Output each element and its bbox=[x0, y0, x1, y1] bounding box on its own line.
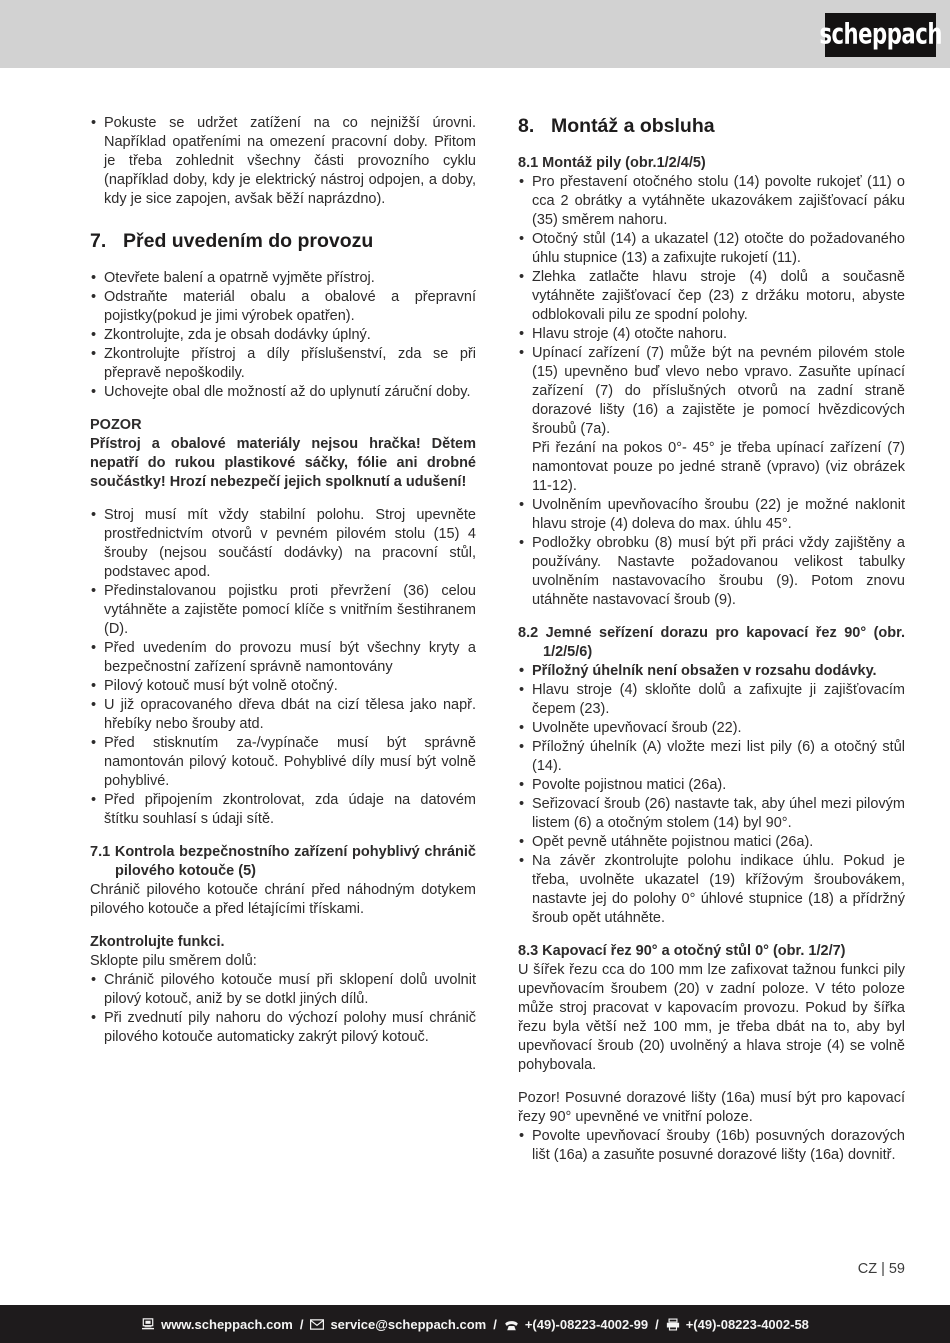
paragraph: POZOR bbox=[90, 417, 142, 433]
bullet-text: Hlavu stroje (4) skloňte dolů a zafixujte ji zajišťovacím čepem (23). bbox=[532, 682, 905, 717]
bullet-text: Zkontrolujte přístroj a díly příslušenství, zda se při přepravě nepoškodily. bbox=[104, 346, 476, 381]
bullet-icon: • bbox=[519, 663, 525, 679]
bullet-icon: • bbox=[519, 269, 525, 285]
bullet-item bbox=[90, 288, 476, 326]
bullet-icon: • bbox=[91, 583, 97, 599]
bullet-icon: • bbox=[91, 678, 97, 694]
bullet-text: Otočný stůl (14) a ukazatel (12) otočte do požadovaného úhlu stupnice (13) a zafixujte rukojetí (11). bbox=[532, 231, 905, 266]
bullet-text: Při zvednutí pily nahoru do výchozí polohy musí chránič pilového kotouče automaticky zakrýt pilový kotouč. bbox=[104, 1010, 476, 1045]
bullet-icon: • bbox=[519, 682, 525, 698]
bullet-item bbox=[518, 738, 905, 776]
bullet-icon: • bbox=[519, 739, 525, 755]
bullet-icon: • bbox=[91, 1010, 97, 1026]
bullet-text: Před uvedením do provozu musí být všechny kryty a bezpečnostní zařízení správně namontovány bbox=[104, 640, 476, 675]
paragraph: Sklopte pilu směrem dolů: bbox=[90, 953, 257, 969]
bullet-item bbox=[90, 791, 476, 829]
bullet-icon: • bbox=[519, 231, 525, 247]
bullet-text: Před stisknutím za-/vypínače musí být správně namontován pilový kotouč. Pohyblivé díly musí být volně pohyblivé. bbox=[104, 735, 476, 789]
paragraph: Přístroj a obalové materiály nejsou hračka! Dětem nepatří do rukou plastikové sáčky, fólie ani drobné součástky! Hrozí nebezpečí jejich spolknutí a udušení! bbox=[90, 436, 476, 490]
bullet-icon: • bbox=[91, 327, 97, 343]
bullet-list bbox=[518, 173, 905, 610]
bullet-item bbox=[518, 795, 905, 833]
bullet-list bbox=[90, 971, 476, 1047]
bullet-text: Příložný úhelník není obsažen v rozsahu dodávky. bbox=[532, 663, 877, 679]
bullet-item bbox=[90, 269, 476, 288]
bullet-text: Pro přestavení otočného stolu (14) povolte rukojeť (11) o cca 2 obrátky a vytáhněte ukazovákem zajišťovací páku (35) směrem nahoru. bbox=[532, 174, 905, 228]
bullet-icon: • bbox=[519, 497, 525, 513]
fax-icon bbox=[666, 1318, 680, 1331]
bullet-icon: • bbox=[91, 289, 97, 305]
bullet-item bbox=[90, 114, 476, 209]
bullet-item bbox=[90, 383, 476, 402]
bullet-text: Podložky obrobku (8) musí být při práci vždy zajištěny a používány. Nastavte požadovanou velikost tabulky uvolněním nastavovacího šroubu (9). Potom znovu utáhněte nastavovací šroub (9). bbox=[532, 535, 905, 608]
bullet-item bbox=[518, 230, 905, 268]
bullet-icon: • bbox=[91, 115, 97, 131]
bullet-item bbox=[518, 325, 905, 344]
scheppach-logo bbox=[819, 13, 942, 57]
section-title: Montáž a obsluha bbox=[551, 115, 715, 137]
bullet-item bbox=[518, 662, 905, 681]
footer-fax-text: +(49)-08223-4002-58 bbox=[685, 1316, 809, 1332]
bullet-icon: • bbox=[91, 792, 97, 808]
bullet-item bbox=[518, 833, 905, 852]
bullet-list bbox=[90, 269, 476, 402]
bullet-item bbox=[518, 534, 905, 610]
bullet-icon: • bbox=[91, 640, 97, 656]
bullet-item bbox=[90, 506, 476, 582]
footer-website bbox=[141, 1317, 293, 1332]
footer-website-text: www.scheppach.com bbox=[161, 1316, 293, 1332]
bullet-item bbox=[90, 582, 476, 639]
computer-icon bbox=[141, 1318, 155, 1330]
bullet-text: Zlehka zatlačte hlavu stroje (4) dolů a současně vytáhněte zajišťovací čep (23) z držáku motoru, abyste odblokovali pilu ze spodní polohy. bbox=[532, 269, 905, 323]
bullet-text: Opět pevně utáhněte pojistnou matici (26a). bbox=[532, 834, 814, 850]
bullet-icon: • bbox=[519, 720, 525, 736]
bullet-text: Pilový kotouč musí být volně otočný. bbox=[104, 678, 338, 694]
section-number: 7. bbox=[90, 230, 107, 252]
paragraph: U šířek řezu cca do 100 mm lze zafixovat tažnou funkci pily upevňovacím šroubem (20) v zadní poloze. V této poloze může stroj pracovat v kapovacím provozu. Pokud by šířka řezu byla větší než 100 mm, je třeba dbát na to, aby byl upevňovací šroub (20) uvolněný a hlava stroje (4) se volně pohybovala. bbox=[518, 962, 905, 1073]
section-heading bbox=[518, 114, 905, 138]
phone-icon bbox=[504, 1318, 519, 1331]
bullet-icon: • bbox=[519, 796, 525, 812]
paragraph: Pozor! Posuvné dorazové lišty (16a) musí být pro kapovací řezy 90° upevněné ve vnitřní poloze. bbox=[518, 1090, 905, 1125]
bullet-icon: • bbox=[91, 507, 97, 523]
bullet-list bbox=[518, 1127, 905, 1165]
bullet-icon: • bbox=[519, 535, 525, 551]
bullet-item bbox=[90, 345, 476, 383]
footer-email bbox=[310, 1317, 486, 1332]
bullet-icon: • bbox=[519, 853, 525, 869]
bullet-text: Uvolněte upevňovací šroub (22). bbox=[532, 720, 742, 736]
bullet-text: Otevřete balení a opatrně vyjměte přístroj. bbox=[104, 270, 375, 286]
bullet-item bbox=[90, 734, 476, 791]
bullet-item bbox=[518, 719, 905, 738]
footer-separator: / bbox=[299, 1316, 304, 1332]
bullet-item bbox=[518, 344, 905, 496]
bullet-icon: • bbox=[519, 174, 525, 190]
bullet-continuation: Při řezání na pokos 0°- 45° je třeba upínací zařízení (7) namontovat pouze po jedné straně (vpravo) (viz obrázek 11-12). bbox=[532, 440, 905, 494]
bullet-icon: • bbox=[91, 697, 97, 713]
subsection-heading: 8.2 Jemné seřízení dorazu pro kapovací řez 90° (obr. 1/2/5/6) bbox=[518, 625, 905, 660]
bullet-item bbox=[518, 268, 905, 325]
bullet-list bbox=[90, 114, 476, 209]
bullet-item bbox=[90, 696, 476, 734]
section-title: Před uvedením do provozu bbox=[123, 230, 374, 252]
bullet-text: Před připojením zkontrolovat, zda údaje na datovém štítku souhlasí s údaji sítě. bbox=[104, 792, 476, 827]
section-number: 8. bbox=[518, 115, 535, 137]
subsection-heading: 8.3 Kapovací řez 90° a otočný stůl 0° (obr. 1/2/7) bbox=[518, 943, 846, 959]
paragraph: Chránič pilového kotouče chrání před náhodným dotykem pilového kotouče a před létajícími třískami. bbox=[90, 882, 476, 917]
bullet-text: Stroj musí mít vždy stabilní polohu. Stroj upevněte prostřednictvím otvorů v pevném pilovém stolu (15) 4 šrouby (nejsou součástí dodávky) na pracovní stůl, podstavec apod. bbox=[104, 507, 476, 580]
bullet-icon: • bbox=[519, 326, 525, 342]
bullet-text: Upínací zařízení (7) může být na pevném pilovém stole (15) upevněno buď vlevo nebo vpravo. Zasuňte upínací zařízení (7) do příslušných otvorů na zadní straně dorazové lišty (16) a zajistěte je pomocí hvězdicových šroubů (7a). bbox=[532, 345, 905, 437]
bullet-item bbox=[518, 776, 905, 795]
bullet-item bbox=[90, 971, 476, 1009]
bullet-text: Příložný úhelník (A) vložte mezi list pily (6) a otočný stůl (14). bbox=[532, 739, 905, 774]
bullet-text: Na závěr zkontrolujte polohu indikace úhlu. Pokud je třeba, uvolněte ukazatel (19) křížovým šroubovákem, nastavte jej do polohy 0° úhlové stupnice (18) a přídržný šroub opět utáhněte. bbox=[532, 853, 905, 926]
bullet-text: Zkontrolujte, zda je obsah dodávky úplný. bbox=[104, 327, 371, 343]
bullet-item bbox=[90, 1009, 476, 1047]
bullet-item bbox=[518, 852, 905, 928]
page-number: CZ | 59 bbox=[857, 1261, 905, 1277]
footer-email-text: service@scheppach.com bbox=[330, 1316, 487, 1332]
bullet-icon: • bbox=[91, 972, 97, 988]
bullet-icon: • bbox=[519, 834, 525, 850]
bullet-item bbox=[518, 1127, 905, 1165]
bullet-text: Pokuste se udržet zatížení na co nejnižší úrovni. Například opatřeními na omezení pracovní doby. Přitom je třeba zohlednit všechny části provozního cyklu (například doby, kdy je elektrický nástroj odpojen, a doby, kdy je sice zapojen, avšak běží naprázdno). bbox=[104, 115, 476, 207]
section-heading bbox=[90, 229, 476, 253]
bullet-item bbox=[518, 496, 905, 534]
bullet-item bbox=[90, 326, 476, 345]
bullet-icon: • bbox=[91, 270, 97, 286]
header-bar bbox=[0, 0, 950, 68]
footer-phone bbox=[504, 1317, 648, 1332]
subsection-heading: 7.1 Kontrola bezpečnostního zařízení pohyblivý chránič pilového kotouče (5) bbox=[90, 844, 476, 879]
bullet-icon: • bbox=[519, 1128, 525, 1144]
bullet-icon: • bbox=[91, 735, 97, 751]
bullet-icon: • bbox=[519, 777, 525, 793]
subsection-heading: 8.1 Montáž pily (obr.1/2/4/5) bbox=[518, 155, 706, 171]
logo-text: scheppach bbox=[819, 19, 942, 51]
bullet-item bbox=[90, 639, 476, 677]
bullet-item bbox=[518, 681, 905, 719]
bullet-icon: • bbox=[519, 345, 525, 361]
bullet-text: Povolte pojistnou matici (26a). bbox=[532, 777, 727, 793]
footer-phone-text: +(49)-08223-4002-99 bbox=[524, 1316, 649, 1332]
bullet-text: U již opracovaného dřeva dbát na cizí tělesa jako např. hřebíky nebo šrouby atd. bbox=[104, 697, 476, 732]
paragraph: Zkontrolujte funkci. bbox=[90, 934, 225, 950]
bullet-text: Uchovejte obal dle možností až do uplynutí záruční doby. bbox=[104, 384, 471, 400]
email-icon bbox=[310, 1319, 324, 1330]
bullet-text: Chránič pilového kotouče musí při sklopení dolů uvolnit pilový kotouč, aniž by se dotkl jiných dílů. bbox=[104, 972, 476, 1007]
footer-separator: / bbox=[655, 1316, 659, 1332]
bullet-text: Hlavu stroje (4) otočte nahoru. bbox=[532, 326, 728, 342]
bullet-text: Uvolněním upevňovacího šroubu (22) je možné naklonit hlavu stroje (4) doleva do max. úhlu 45°. bbox=[532, 497, 905, 532]
bullet-item bbox=[518, 173, 905, 230]
footer-contact-line bbox=[141, 1317, 809, 1332]
footer-bar bbox=[0, 1305, 950, 1343]
footer-separator: / bbox=[493, 1316, 497, 1332]
bullet-text: Odstraňte materiál obalu a obalové a přepravní pojistky(pokud je jimi výrobek opatřen). bbox=[104, 289, 476, 324]
bullet-text: Seřizovací šroub (26) nastavte tak, aby úhel mezi pilovým listem (6) a otočným stolem (14) byl 90°. bbox=[532, 796, 905, 831]
bullet-text: Povolte upevňovací šrouby (16b) posuvných dorazových lišt (16a) a zasuňte posuvné dorazové lišty (16a) dovnitř. bbox=[532, 1128, 905, 1163]
bullet-icon: • bbox=[91, 384, 97, 400]
bullet-list bbox=[90, 506, 476, 829]
bullet-list bbox=[518, 662, 905, 928]
bullet-text: Předinstalovanou pojistku proti převržení (36) celou vytáhněte a zajistěte pomocí klíče s vnitřním šestihranem (D). bbox=[104, 583, 476, 637]
bullet-icon: • bbox=[91, 346, 97, 362]
footer-fax bbox=[666, 1317, 809, 1332]
left-column bbox=[90, 114, 476, 1047]
bullet-item bbox=[90, 677, 476, 696]
right-column bbox=[518, 114, 905, 1165]
